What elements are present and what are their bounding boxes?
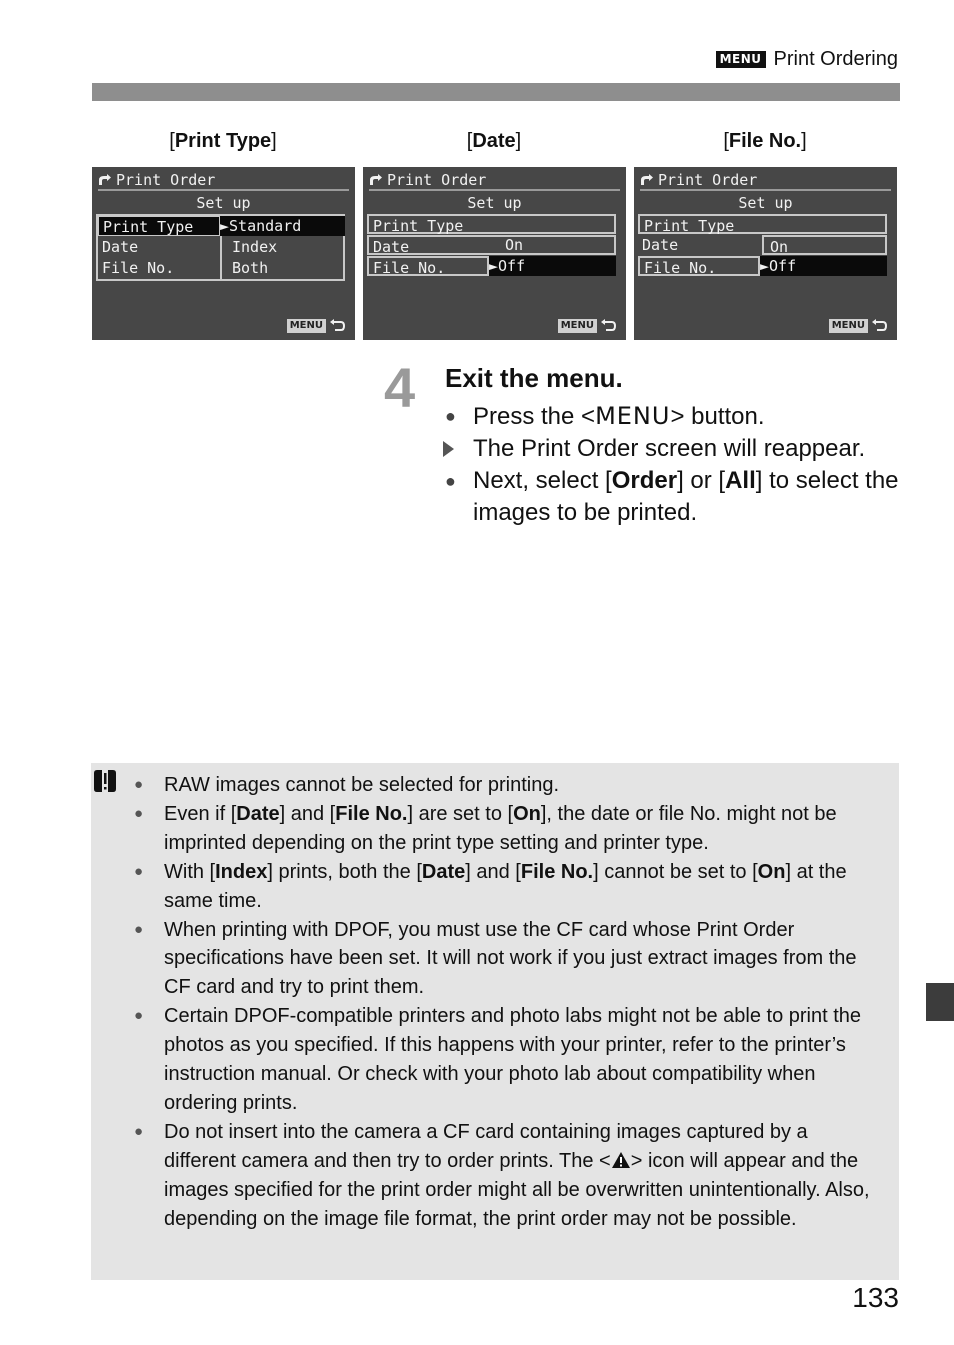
row-file-no[interactable]: File No. <box>638 256 760 276</box>
text-segment: Certain DPOF-compatible printers and photo labs might not be able to print the photos as you specified. If this happens with your printer, refer to the printer’s instruction manual. Or check with your photo lab about compatibility when ordering prints. <box>164 1005 862 1114</box>
screen-subtitle: Set up <box>738 194 793 212</box>
print-order-arrow-icon <box>640 174 654 186</box>
screen-subtitle: Set up <box>467 194 522 212</box>
row-print-type[interactable]: Print Type <box>98 216 220 236</box>
step-title: Exit the menu. <box>445 363 623 393</box>
text-segment: On <box>513 802 541 825</box>
caution-box <box>91 763 899 1280</box>
settings-box <box>367 214 616 277</box>
print-order-arrow-icon <box>369 174 383 186</box>
settings-box <box>638 214 887 277</box>
caution-icon <box>91 769 121 793</box>
text-segment: On <box>757 860 786 883</box>
bullet-icon: ● <box>134 804 144 822</box>
text-segment: RAW images cannot be selected for printing. <box>164 774 560 796</box>
menu-button-label: MENU <box>595 402 671 430</box>
caution-item <box>134 1002 884 1118</box>
text-segment: ] are set to [ <box>407 802 514 825</box>
section-title: Print Ordering <box>773 48 898 70</box>
caution-item <box>134 1118 884 1234</box>
warning-icon <box>611 1151 631 1169</box>
print-order-arrow-icon <box>98 174 112 186</box>
text-segment: Do not insert into the camera a CF card containing images captured by a different camera and then try to order prints. The < <box>164 1120 808 1172</box>
step-number: 4 <box>384 356 416 419</box>
return-arrow-icon <box>600 319 616 333</box>
camera-screen-print-type <box>92 167 355 340</box>
page-number: 133 <box>852 1282 899 1313</box>
text-segment: Next, select [ <box>473 467 612 494</box>
screen-title: Print Order <box>640 170 891 191</box>
option-standard[interactable]: ►Standard <box>220 216 345 236</box>
bullet-icon: ● <box>134 1007 144 1025</box>
text-segment: > button. <box>670 403 765 430</box>
bullet-icon: ● <box>134 1122 144 1140</box>
menu-return-button: MENU <box>558 319 616 333</box>
text-segment: File No. <box>335 802 408 825</box>
row-print-type[interactable]: Print Type <box>367 214 616 234</box>
option-both[interactable]: Both <box>232 259 269 277</box>
text-segment: ] prints, both the [ <box>267 860 422 883</box>
screen-title: Print Order <box>369 170 620 191</box>
text-segment: File No. <box>520 860 594 883</box>
caution-list <box>134 771 884 1234</box>
caption-print-type: [Print Type] <box>169 130 277 152</box>
menu-return-button: MENU <box>287 319 345 333</box>
screen-subtitle: Set up <box>196 194 251 212</box>
text-segment: ] or [ <box>677 467 726 494</box>
caution-item <box>134 916 884 1003</box>
text-segment: > icon will appear and the images specified for the print order might all be overwritten unintentionally. Also, depending on the image file format, the print order may not be possible. <box>164 1149 870 1230</box>
text-segment: ] and [ <box>279 802 336 825</box>
menu-icon: MENU <box>716 51 766 68</box>
row-date[interactable]: Date <box>102 238 139 256</box>
bullet-icon: ● <box>134 862 144 880</box>
bullet-icon: ● <box>134 920 144 938</box>
header-bar <box>92 83 900 101</box>
row-print-type[interactable]: Print Type <box>638 214 887 234</box>
row-date[interactable]: Date <box>642 236 679 254</box>
bullet-icon: ● <box>445 406 456 426</box>
result-arrow-icon <box>443 441 454 457</box>
row-file-no[interactable]: File No. <box>102 259 175 277</box>
text-segment: ] at the same time. <box>164 860 847 912</box>
option-on[interactable]: On <box>505 236 524 254</box>
return-arrow-icon <box>871 319 887 333</box>
text-segment: Date <box>236 802 280 825</box>
text-segment: With [ <box>164 860 216 883</box>
option-on[interactable]: On <box>762 235 887 255</box>
step-bullet-item <box>440 465 910 529</box>
divider <box>220 236 222 279</box>
bullet-icon: ● <box>134 776 144 793</box>
caution-item <box>134 858 884 916</box>
caution-item <box>134 771 884 800</box>
menu-return-button: MENU <box>829 319 887 333</box>
text-segment: ] and [ <box>465 860 521 883</box>
text-segment: ] to select the images to be printed. <box>473 467 899 526</box>
option-off[interactable]: ►Off <box>760 256 887 276</box>
text-segment: When printing with DPOF, you must use the CF card whose Print Order specifications have been set. It will not work if you just extract images from the CF card and try to print them. <box>164 918 857 999</box>
caption-file-no: [File No.] <box>723 130 807 152</box>
step-list <box>440 400 910 529</box>
settings-box <box>96 214 345 281</box>
text-segment: Even if [ <box>164 802 237 825</box>
caption-date: [Date] <box>466 130 522 152</box>
text-segment: ] cannot be set to [ <box>593 860 758 883</box>
text-segment: ], the date or file No. might not be imprinted depending on the print type setting and printer type. <box>164 802 837 854</box>
text-segment: Index <box>215 860 268 883</box>
text-segment: Order <box>611 467 678 494</box>
return-arrow-icon <box>329 319 345 333</box>
text-segment: All <box>725 467 756 494</box>
step-bullet-item <box>440 400 910 433</box>
caution-item <box>134 800 884 858</box>
option-off[interactable]: ►Off <box>489 256 616 276</box>
text-segment: The Print Order screen will reappear. <box>473 435 866 462</box>
screen-title: Print Order <box>98 170 349 191</box>
text-segment: Date <box>421 860 466 883</box>
option-index[interactable]: Index <box>232 238 278 256</box>
bullet-icon: ● <box>445 471 456 491</box>
row-date[interactable]: Date <box>367 235 616 255</box>
page-header <box>716 48 898 71</box>
camera-screen-file-no <box>634 167 897 340</box>
row-file-no[interactable]: File No. <box>367 256 489 276</box>
text-segment: Press the < <box>473 403 596 430</box>
camera-screen-date <box>363 167 626 340</box>
step-result-item <box>440 433 910 465</box>
chapter-tab <box>926 983 954 1021</box>
